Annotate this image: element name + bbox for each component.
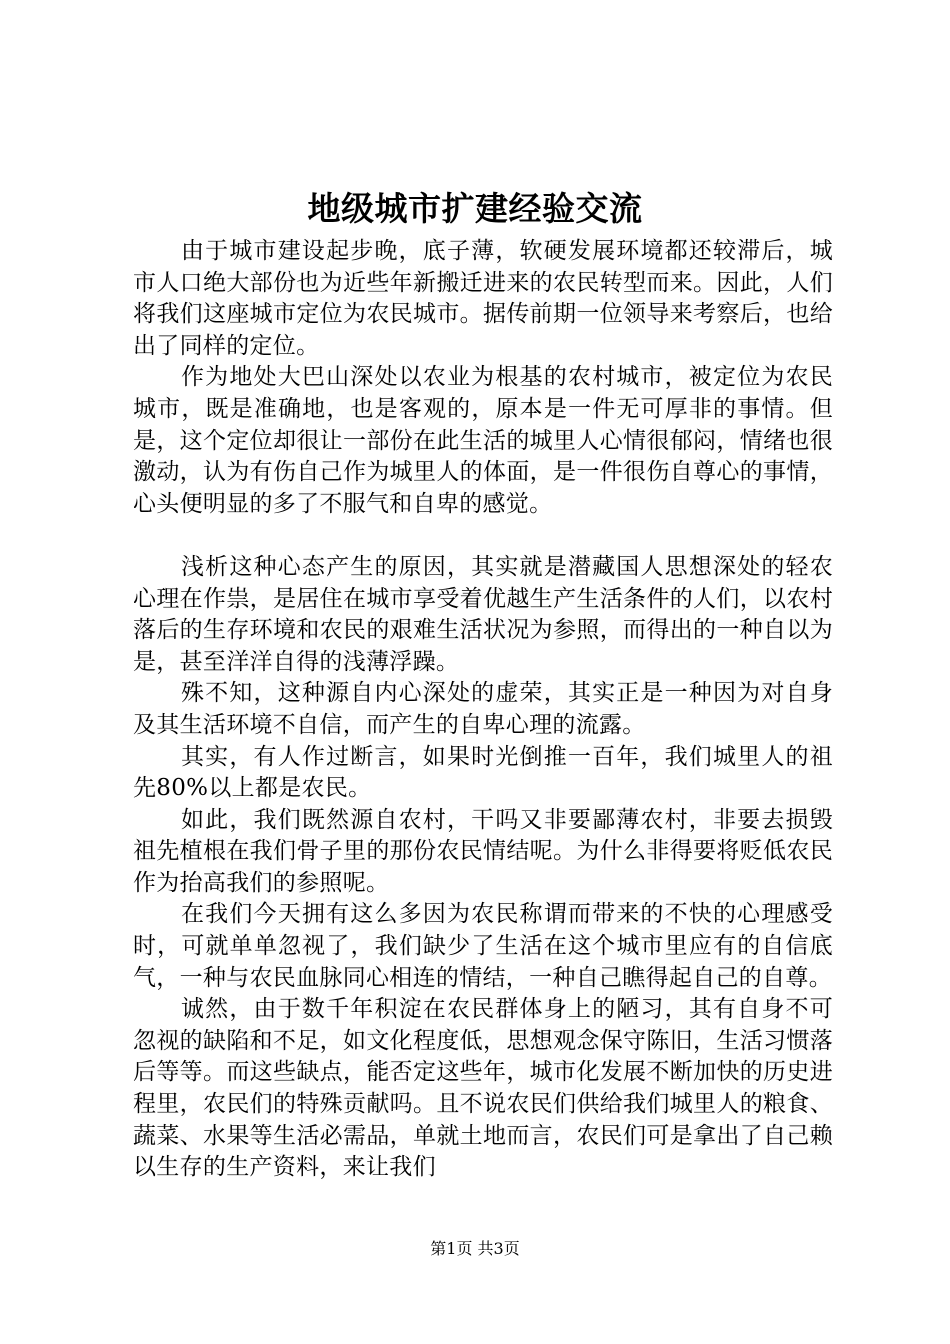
paragraph-1: 由于城市建设起步晚，底子薄，软硬发展环境都还较滞后，城市人口绝大部份也为近些年新搬迁进来的农民转型而来。因此，人们将我们这座城市定位为农民城市。据传前期一位领导来考察后，也给出了同样的定位。 [133, 238, 833, 359]
paragraph-4: 殊不知，这种源自内心深处的虚荣，其实正是一种因为对自身及其生活环境不自信，而产生的自卑心理的流露。 [133, 680, 833, 738]
page-footer: 第1页 共3页 [430, 1239, 520, 1258]
document-title: 地级城市扩建经验交流 [307, 189, 643, 228]
paragraph-7: 在我们今天拥有这么多因为农民称谓而带来的不快的心理感受时，可就单单忽视了，我们缺少了生活在这个城市里应有的自信底气，一种与农民血脉同心相连的情结，一种自己瞧得起自己的自尊。 [133, 901, 833, 991]
paragraph-6: 如此，我们既然源自农村，干吗又非要鄙薄农村，非要去损毁祖先植根在我们骨子里的那份农民情结呢。为什么非得要将贬低农民作为抬高我们的参照呢。 [133, 806, 833, 896]
paragraph-2: 作为地处大巴山深处以农业为根基的农村城市，被定位为农民城市，既是准确地，也是客观的，原本是一件无可厚非的事情。但是，这个定位却很让一部份在此生活的城里人心情很郁闷，情绪也很激动，认为有伤自己作为城里人的体面，是一件很伤自尊心的事情，心头便明显的多了不服气和自卑的感觉。 [133, 364, 833, 517]
paragraph-spacer [133, 520, 833, 552]
paragraph-8: 诚然，由于数千年积淀在农民群体身上的陋习，其有自身不可忽视的缺陷和不足，如文化程度低，思想观念保守陈旧，生活习惯落后等等。而这些缺点，能否定这些年，城市化发展不断加快的历史进程里，农民们的特殊贡献吗。且不说农民们供给我们城里人的粮食、蔬菜、水果等生活必需品，单就土地而言，农民们可是拿出了自己赖以生存的生产资料，来让我们 [133, 996, 833, 1181]
paragraph-5: 其实，有人作过断言，如果时光倒推一百年，我们城里人的祖先80%以上都是农民。 [133, 743, 833, 802]
paragraph-3: 浅析这种心态产生的原因，其实就是潜藏国人思想深处的轻农心理在作祟，是居住在城市享受着优越生产生活条件的人们，以农村落后的生存环境和农民的艰难生活状况为参照，而得出的一种自以为是，甚至洋洋自得的浅薄浮躁。 [133, 553, 833, 675]
document-body [133, 236, 833, 1184]
